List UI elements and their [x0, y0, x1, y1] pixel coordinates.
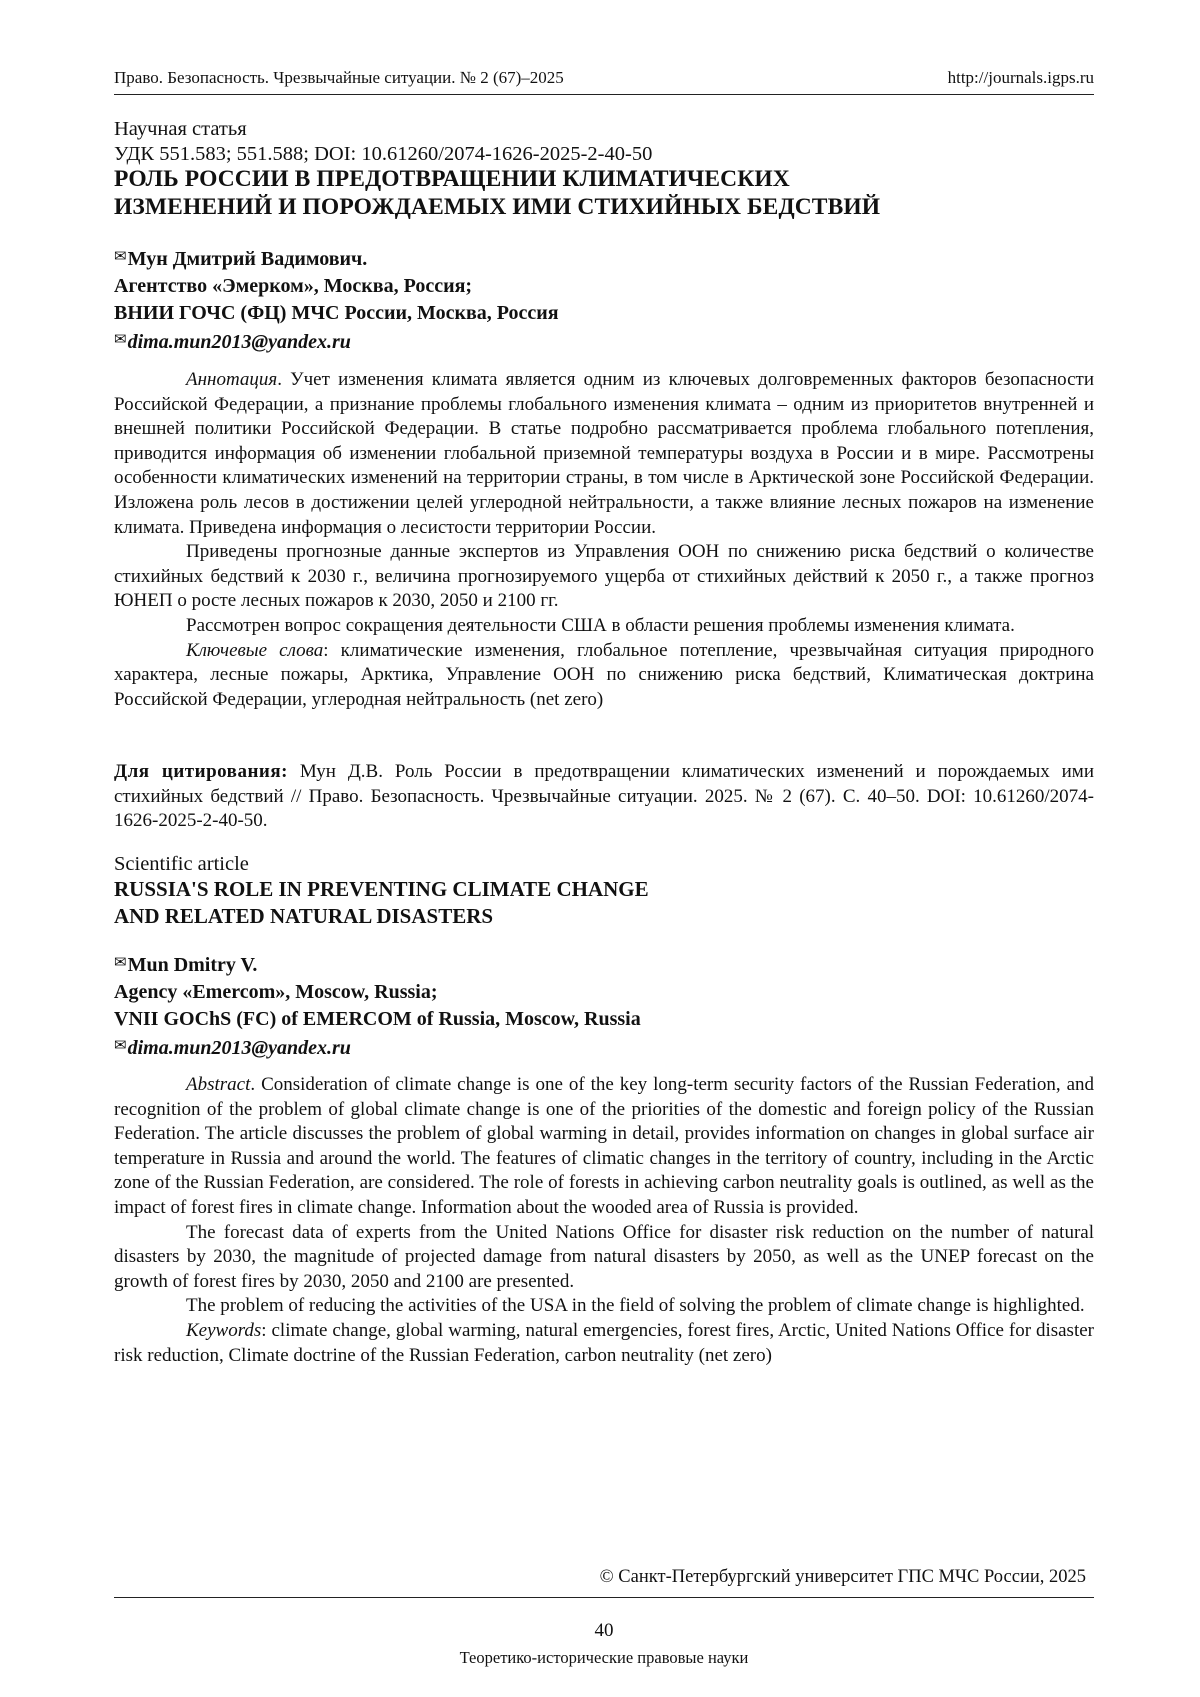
- abstract-label-ru: Аннотация: [186, 369, 278, 390]
- citation-label: Для цитирования:: [114, 761, 288, 782]
- keywords-label-ru: Ключевые слова: [186, 639, 324, 661]
- envelope-icon: ✉: [114, 1038, 127, 1054]
- running-header: [114, 68, 1094, 94]
- abstract-en: [114, 1073, 1094, 1368]
- envelope-icon: ✉: [114, 955, 127, 971]
- affiliation-en-2: VNII GOChS (FC) of EMERCOM of Russia, Moscow, Russia: [114, 1008, 641, 1030]
- journal-name: Право. Безопасность. Чрезвычайные ситуации. № 2 (67)–2025: [114, 68, 564, 87]
- author-email-ru[interactable]: dima.mun2013@yandex.ru: [127, 331, 351, 353]
- abstract-en-p3: The problem of reducing the activities of the USA in the field of solving the problem of climate change is highlighted.: [186, 1295, 1085, 1317]
- abstract-ru: [114, 368, 1094, 712]
- abstract-ru-p3: Рассмотрен вопрос сокращения деятельности США в области решения проблемы изменения климата.: [186, 614, 1015, 636]
- section-name: Теоретико-исторические правовые науки: [459, 1648, 749, 1667]
- abstract-en-p1: [114, 1073, 1094, 1221]
- abstract-ru-p1: [114, 368, 1094, 540]
- keywords-en: [114, 1319, 1094, 1368]
- article-type-en: Scientific article: [114, 853, 249, 875]
- footer-rule: [114, 1597, 1094, 1598]
- affiliation-ru-1: Агентство «Эмерком», Москва, Россия;: [114, 275, 473, 297]
- abstract-ru-p2: Приведены прогнозные данные экспертов из Управления ООН по снижению риска бедствий о количестве стихийных бедствий к 2030 г., величина прогнозируемого ущерба от стихийных действий к 2050 г., а также прогноз ЮНЕП о росте лесных пожаров к 2030, 2050 и 2100 гг.: [114, 541, 1094, 612]
- title-en-line2: AND RELATED NATURAL DISASTERS: [114, 904, 494, 928]
- envelope-icon: ✉: [114, 249, 127, 265]
- abstract-en-p2: The forecast data of experts from the United Nations Office for disaster risk reduction on the number of natural disasters by 2030, the magnitude of projected damage from natural disasters by 2050, as well as the UNEP forecast on the growth of forest fires by 2030, 2050 and 2100 are presented.: [114, 1221, 1094, 1292]
- copyright-notice: © Санкт-Петербургский университет ГПС МЧС России, 2025: [599, 1567, 1086, 1587]
- keywords-ru-text: : климатические изменения, глобальное потепление, чрезвычайная ситуация природного характера, лесные пожары, Арктика, Управление ООН по снижению риска бедствий, Климатическая доктрина Российской Федерации, углеродная нейтральность (net zero): [114, 639, 1095, 710]
- author-name-en: Mun Dmitry V.: [127, 954, 258, 976]
- title-ru-line1: РОЛЬ РОССИИ В ПРЕДОТВРАЩЕНИИ КЛИМАТИЧЕСКИХ: [114, 166, 790, 192]
- citation: [114, 760, 1094, 834]
- author-block-en: [114, 950, 1094, 1062]
- author-block-ru: [114, 244, 1094, 356]
- abstract-en-text1: . Consideration of climate change is one of the key long-term security factors of the Russian Federation, and recognition of the problem of global climate change is one of the priorities of the domestic and foreign policy of the Russian Federation. The article discusses the problem of global warming in detail, provides information on changes in global surface air temperature in Russia and around the world. The features of climatic changes in the territory of country, including in the Arctic zone of the Russian Federation, are considered. The role of forests in achieving carbon neutrality goals is outlined, as well as the impact of forest fires in climate change. Information about the wooded area of Russia is provided.: [114, 1074, 1094, 1218]
- udc-doi: УДК 551.583; 551.588; DOI: 10.61260/2074-1626-2025-2-40-50: [114, 143, 653, 165]
- title-ru-line2: ИЗМЕНЕНИЙ И ПОРОЖДАЕМЫХ ИМИ СТИХИЙНЫХ БЕДСТВИЙ: [114, 194, 881, 220]
- author-email-en[interactable]: dima.mun2013@yandex.ru: [127, 1037, 351, 1059]
- article-type-ru: Научная статья: [114, 118, 247, 140]
- affiliation-en-1: Agency «Emercom», Moscow, Russia;: [114, 981, 438, 1003]
- journal-url[interactable]: http://journals.igps.ru: [947, 68, 1094, 87]
- author-name-ru: Мун Дмитрий Вадимович.: [127, 248, 368, 270]
- keywords-en-text: : climate change, global warming, natural emergencies, forest fires, Arctic, United Nations Office for disaster risk reduction, Climate doctrine of the Russian Federation, carbon neutrality (net zero): [114, 1319, 1094, 1366]
- abstract-ru-text1: . Учет изменения климата является одним из ключевых долговременных факторов безопасности Российской Федерации, а признание проблемы глобального изменения климата – одним из приоритетов внутренней и внешней политики Российской Федерации. В статье подробно рассматривается проблема глобального потепления, приводится информация об изменении глобальной приземной температуры воздуха в России и в мире. Рассмотрены особенности климатических изменений на территории страны, в том числе в Арктической зоне Российской Федерации. Изложена роль лесов в достижении целей углеродной нейтральности, а также влияние лесных пожаров на изменение климата. Приведена информация о лесистости территории России.: [114, 369, 1094, 538]
- keywords-ru: [114, 639, 1094, 713]
- title-en-line1: RUSSIA'S ROLE IN PREVENTING CLIMATE CHANGE: [114, 877, 649, 901]
- page-title: [114, 165, 1094, 221]
- affiliation-ru-2: ВНИИ ГОЧС (ФЦ) МЧС России, Москва, Россия: [114, 302, 559, 324]
- title-en: [114, 876, 1094, 930]
- abstract-label-en: Abstract: [186, 1074, 251, 1095]
- header-rule: [114, 94, 1094, 95]
- envelope-icon: ✉: [114, 332, 127, 348]
- citation-text: Мун Д.В. Роль России в предотвращении климатических изменений и порождаемых ими стихийных бедствий // Право. Безопасность. Чрезвычайные ситуации. 2025. № 2 (67). С. 40–50. DOI: 10.61260/2074-1626-2025-2-40-50.: [114, 761, 1094, 832]
- page-number: 40: [594, 1620, 614, 1641]
- keywords-label-en: Keywords: [186, 1319, 262, 1341]
